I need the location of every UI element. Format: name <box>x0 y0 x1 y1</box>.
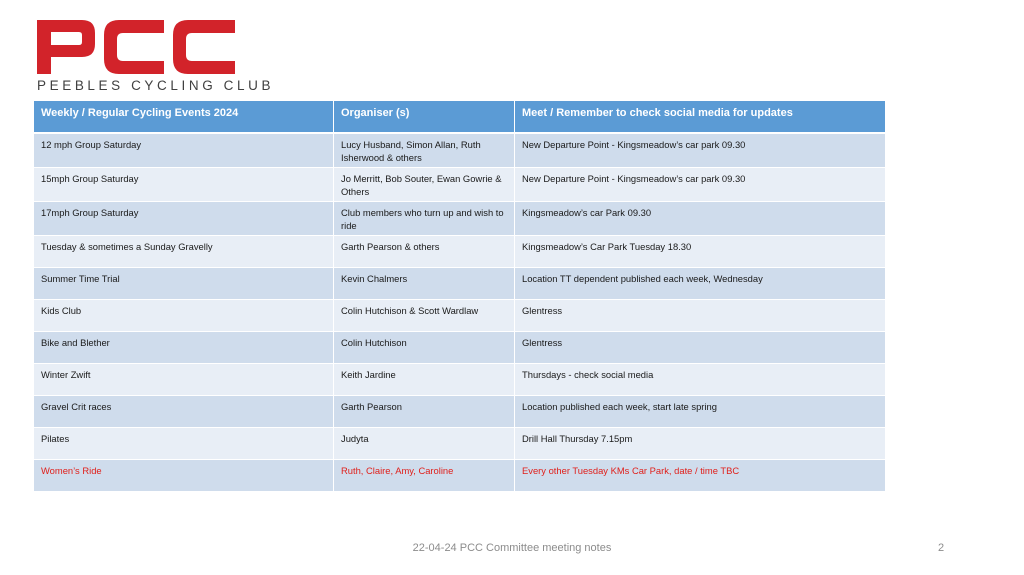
logo-letter-p <box>37 20 95 74</box>
meet-cell: Glentress <box>515 332 886 364</box>
event-cell: Bike and Blether <box>34 332 334 364</box>
organiser-cell: Lucy Husband, Simon Allan, Ruth Isherwood & others <box>334 134 515 168</box>
event-cell: Summer Time Trial <box>34 268 334 300</box>
logo-letter-c2 <box>173 20 235 74</box>
organiser-cell: Ruth, Claire, Amy, Caroline <box>334 460 515 492</box>
logo-subtitle: PEEBLES CYCLING CLUB <box>37 78 275 93</box>
table-row <box>34 168 886 202</box>
meet-cell: Location TT dependent published each week, Wednesday <box>515 268 886 300</box>
organiser-cell: Colin Hutchison & Scott Wardlaw <box>334 300 515 332</box>
meet-cell: Thursdays - check social media <box>515 364 886 396</box>
page-number: 2 <box>938 542 945 554</box>
header-events: Weekly / Regular Cycling Events 2024 <box>34 101 334 134</box>
organiser-cell: Garth Pearson <box>334 396 515 428</box>
events-table <box>34 101 886 492</box>
event-cell: Tuesday & sometimes a Sunday Gravelly <box>34 236 334 268</box>
event-cell: Winter Zwift <box>34 364 334 396</box>
organiser-cell: Judyta <box>334 428 515 460</box>
meet-cell: Glentress <box>515 300 886 332</box>
meet-cell: Every other Tuesday KMs Car Park, date / time TBC <box>515 460 886 492</box>
event-cell: Gravel Crit races <box>34 396 334 428</box>
event-cell: Pilates <box>34 428 334 460</box>
table-row <box>34 202 886 236</box>
meet-cell: Drill Hall Thursday 7.15pm <box>515 428 886 460</box>
organiser-cell: Jo Merritt, Bob Souter, Ewan Gowrie & Others <box>334 168 515 202</box>
table-row-womens-ride <box>34 460 886 492</box>
meet-cell: New Departure Point - Kingsmeadow’s car park 09.30 <box>515 134 886 168</box>
table-row <box>34 268 886 300</box>
table-row <box>34 364 886 396</box>
header-meet: Meet / Remember to check social media for updates <box>515 101 886 134</box>
organiser-cell: Colin Hutchison <box>334 332 515 364</box>
event-cell: Kids Club <box>34 300 334 332</box>
organiser-cell: Club members who turn up and wish to ride <box>334 202 515 236</box>
table-row <box>34 396 886 428</box>
footer-note: 22-04-24 PCC Committee meeting notes <box>412 542 612 554</box>
meet-cell: Kingsmeadow’s Car Park Tuesday 18.30 <box>515 236 886 268</box>
event-cell: 15mph Group Saturday <box>34 168 334 202</box>
meet-cell: New Departure Point - Kingsmeadow’s car park 09.30 <box>515 168 886 202</box>
table-row <box>34 300 886 332</box>
event-cell: 17mph Group Saturday <box>34 202 334 236</box>
table-row <box>34 332 886 364</box>
header-organiser: Organiser (s) <box>334 101 515 134</box>
meet-cell: Location published each week, start late spring <box>515 396 886 428</box>
meet-cell: Kingsmeadow’s car Park 09.30 <box>515 202 886 236</box>
logo-letter-c1 <box>104 20 164 74</box>
event-cell: Women’s Ride <box>34 460 334 492</box>
organiser-cell: Garth Pearson & others <box>334 236 515 268</box>
table-row <box>34 134 886 168</box>
organiser-cell: Keith Jardine <box>334 364 515 396</box>
table-row <box>34 428 886 460</box>
table-header-row <box>34 101 886 134</box>
organiser-cell: Kevin Chalmers <box>334 268 515 300</box>
event-cell: 12 mph Group Saturday <box>34 134 334 168</box>
table-row <box>34 236 886 268</box>
